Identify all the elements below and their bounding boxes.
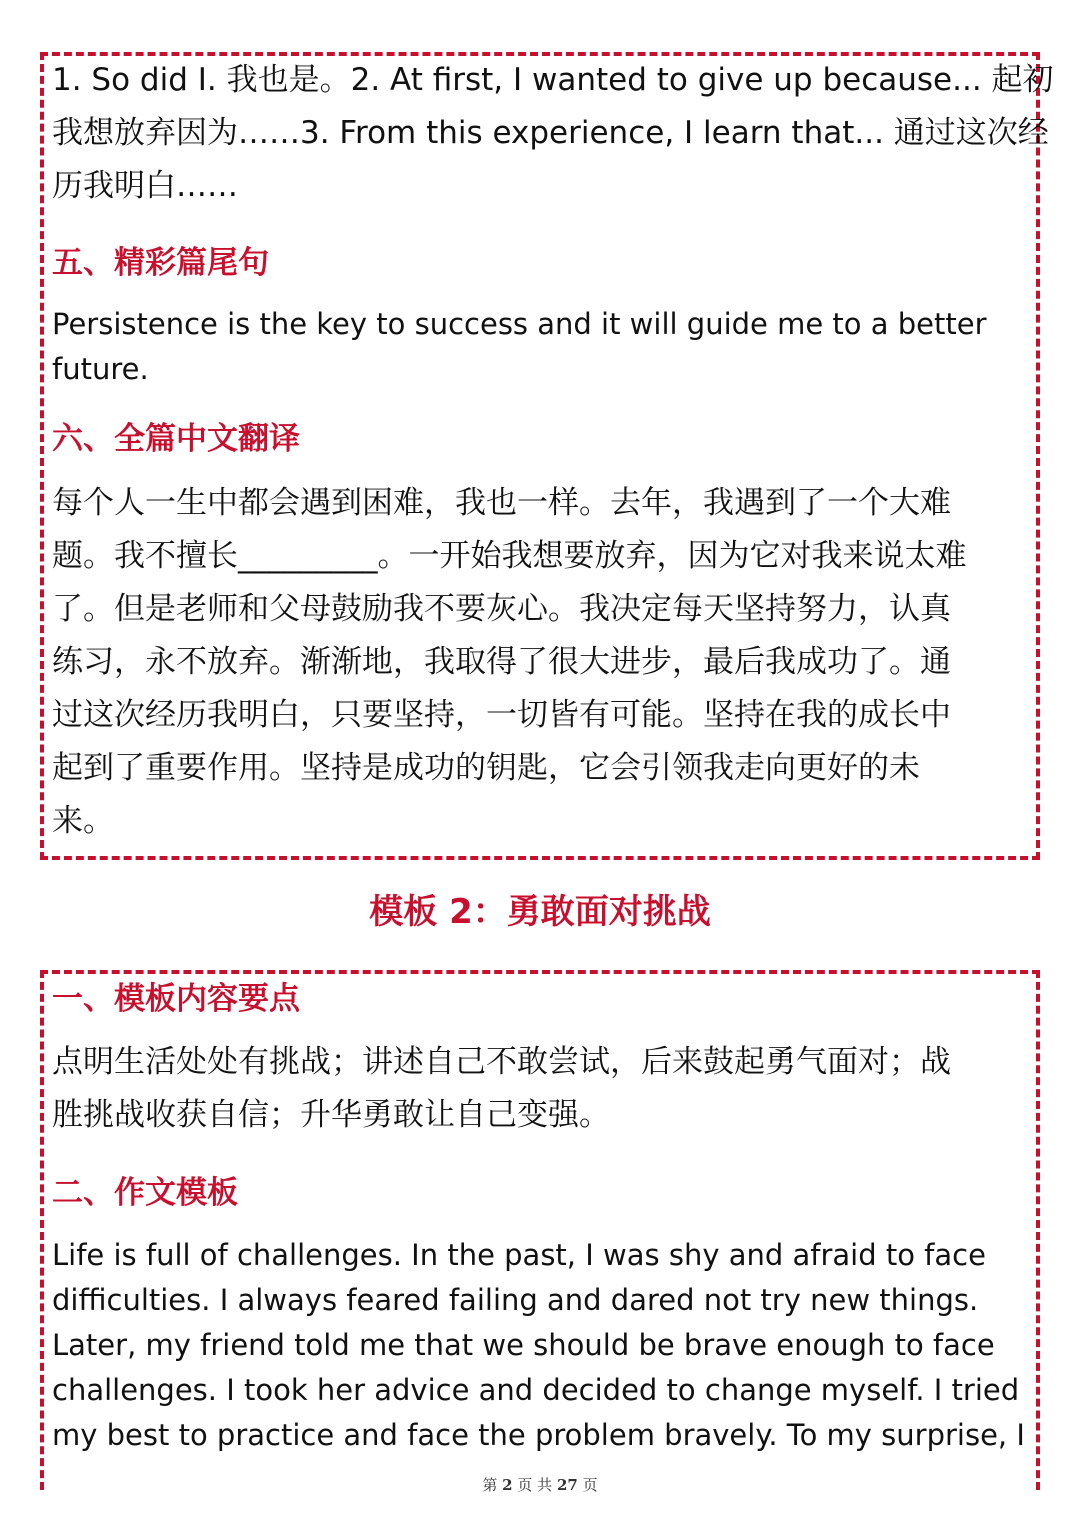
page-footer [0, 1474, 1080, 1495]
footer-mid: 页 共 [517, 1476, 553, 1494]
section-heading: 二、作文模板 [52, 1175, 238, 1211]
text-line: 点明生活处处有挑战；讲述自己不敢尝试，后来鼓起勇气面对；战 [52, 1044, 951, 1080]
text-line: 胜挑战收获自信；升华勇敢让自己变强。 [52, 1097, 610, 1133]
text-line: 1. So did I. 我也是。2. At first, I wanted to give up because... 起初 [52, 62, 1054, 98]
footer-prefix: 第 [482, 1476, 498, 1494]
text-line: difficulties. I always feared failing and dared not try new things. [52, 1283, 979, 1317]
text-line: 题。我不擅长_________。一开始我想要放弃，因为它对我来说太难 [52, 538, 967, 574]
text-line: 了。但是老师和父母鼓励我不要灰心。我决定每天坚持努力，认真 [52, 591, 951, 627]
footer-suffix: 页 [582, 1476, 598, 1494]
page-number: 2 [502, 1476, 513, 1494]
text-line: Later, my friend told me that we should be brave enough to face [52, 1328, 995, 1362]
text-line: Life is full of challenges. In the past, I was shy and afraid to face [52, 1238, 986, 1272]
text-line: 我想放弃因为……3. From this experience, I learn that... 通过这次经 [52, 115, 1049, 151]
section-heading: 五、精彩篇尾句 [52, 245, 269, 281]
template-title: 模板 2：勇敢面对挑战 [369, 892, 711, 932]
text-line: challenges. I took her advice and decided to change myself. I tried [52, 1373, 1020, 1407]
text-line: 历我明白…… [52, 168, 238, 204]
text-line: 来。 [52, 803, 114, 839]
text-line: 每个人一生中都会遇到困难，我也一样。去年，我遇到了一个大难 [52, 485, 951, 521]
text-line: 过这次经历我明白，只要坚持，一切皆有可能。坚持在我的成长中 [52, 697, 951, 733]
section-heading: 六、全篇中文翻译 [52, 421, 300, 457]
text-line: Persistence is the key to success and it will guide me to a better [52, 307, 987, 341]
page-total: 27 [556, 1476, 578, 1494]
text-line: future. [52, 352, 149, 386]
text-line: 练习，永不放弃。渐渐地，我取得了很大进步，最后我成功了。通 [52, 644, 951, 680]
section-heading: 一、模板内容要点 [52, 981, 300, 1017]
text-line: 起到了重要作用。坚持是成功的钥匙，它会引领我走向更好的未 [52, 750, 920, 786]
text-line: my best to practice and face the problem bravely. To my surprise, I [52, 1418, 1025, 1452]
